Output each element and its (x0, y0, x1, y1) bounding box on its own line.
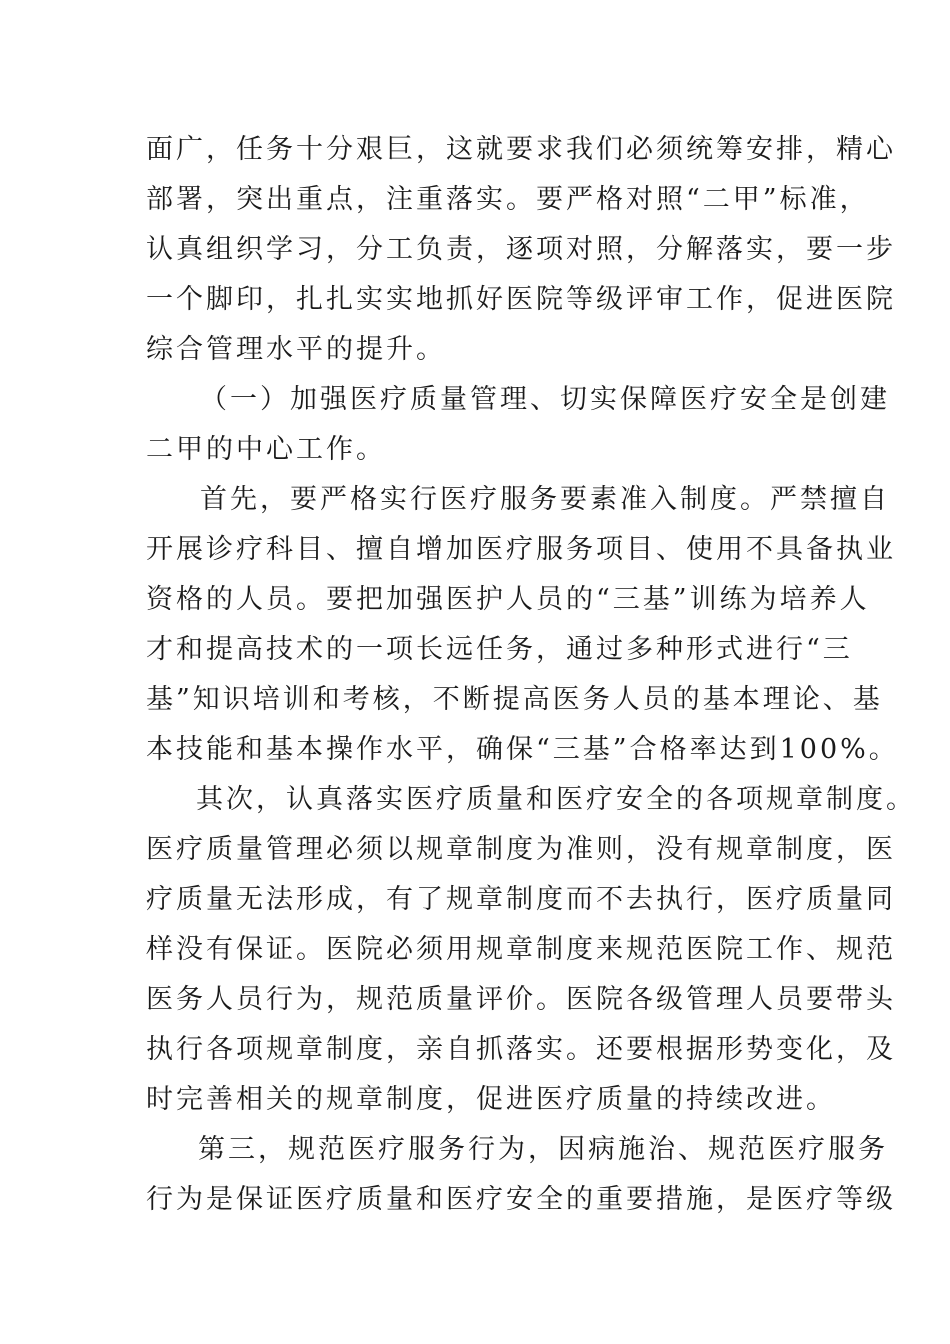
text-line: 基”知识培训和考核，不断提高医务人员的基本理论、基 (146, 684, 883, 715)
text-line: 执行各项规章制度，亲自抓落实。还要根据形势变化，及 (146, 1034, 896, 1065)
text-line: 综合管理水平的提升。 (146, 334, 446, 365)
text-line: 其次，认真落实医疗质量和医疗安全的各项规章制度。 (196, 784, 916, 815)
text-line: 医务人员行为，规范质量评价。医院各级管理人员要带头 (146, 984, 896, 1015)
text-line: 一个脚印，扎扎实实地抓好医院等级评审工作，促进医院 (146, 284, 896, 315)
section-heading-line: 二甲的中心工作。 (146, 434, 386, 465)
text-line: 样没有保证。医院必须用规章制度来规范医院工作、规范 (146, 934, 896, 965)
text-line: 面广，任务十分艰巨，这就要求我们必须统筹安排，精心 (146, 134, 896, 165)
text-line: 本技能和基本操作水平，确保“三基”合格率达到100%。 (146, 734, 899, 765)
section-heading-line: （一）加强医疗质量管理、切实保障医疗安全是创建 (200, 384, 890, 415)
text-line: 认真组织学习，分工负责，逐项对照，分解落实，要一步 (146, 234, 896, 265)
text-line: 部署，突出重点，注重落实。要严格对照“二甲”标准， (146, 184, 870, 215)
text-line: 疗质量无法形成，有了规章制度而不去执行，医疗质量同 (146, 884, 896, 915)
text-line: 第三，规范医疗服务行为，因病施治、规范医疗服务 (198, 1134, 888, 1165)
text-line: 才和提高技术的一项长远任务，通过多种形式进行“三 (146, 634, 853, 665)
text-line: 首先，要严格实行医疗服务要素准入制度。严禁擅自 (200, 484, 890, 515)
text-line: 开展诊疗科目、擅自增加医疗服务项目、使用不具备执业 (146, 534, 896, 565)
text-line: 行为是保证医疗质量和医疗安全的重要措施，是医疗等级 (146, 1184, 896, 1215)
text-line: 时完善相关的规章制度，促进医疗质量的持续改进。 (146, 1084, 836, 1115)
text-line: 资格的人员。要把加强医护人员的“三基”训练为培养人 (146, 584, 870, 615)
text-line: 医疗质量管理必须以规章制度为准则，没有规章制度，医 (146, 834, 896, 865)
